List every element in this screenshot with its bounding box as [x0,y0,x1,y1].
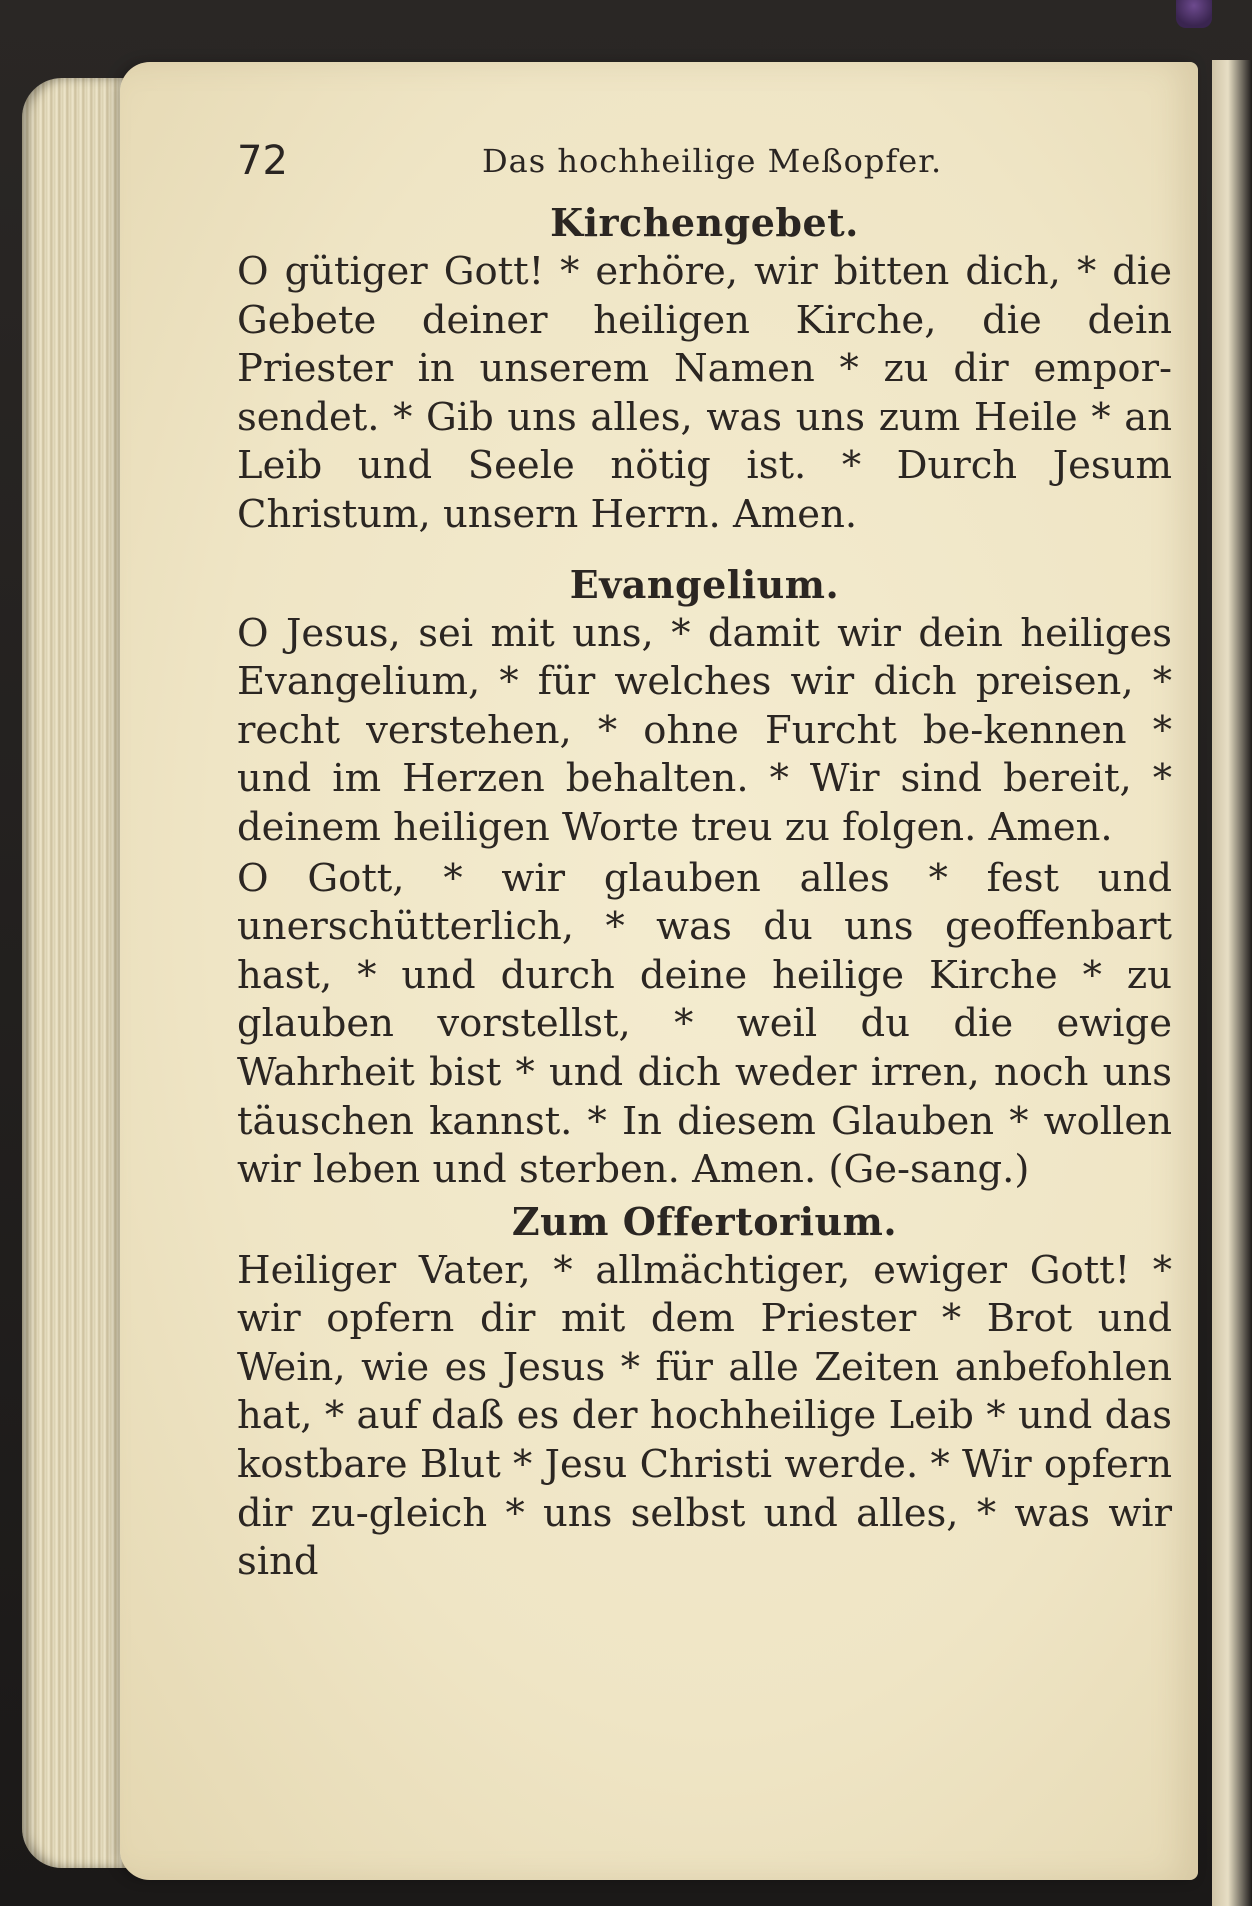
page-number: 72 [237,138,288,184]
page-content [237,138,1172,1589]
prayer-paragraph: O gütiger Gott! * erhöre, wir bitten dich, * die Gebete deiner heiligen Kirche, die dein Priester in unserem Namen * zu dir empor-sendet. * Gib uns alles, was uns zum Heile * an Leib und Seele nötig ist. * Durch Jesum Christum, unsern Herrn. Amen. [237,249,1172,537]
facing-page-edge [1212,60,1252,1906]
section-heading: Kirchengebet. [550,200,859,245]
page-header [237,138,1172,198]
section-offertorium [237,1197,1172,1587]
bookmark-ribbon [1176,0,1212,28]
prayer-paragraph: Heiliger Vater, * allmächtiger, ewiger Gott! * wir opfern dir mit dem Priester * Brot und Wein, wie es Jesus * für alle Zeiten anbefohlen hat, * auf daß es der hochheilige Leib * und das kostbare Blut * Jesu Christi werde. * Wir opfern dir zu-gleich * uns selbst und alles, * was wir sind [237,1247,1172,1585]
section-evangelium [237,560,1172,1195]
section-kirchengebet [237,198,1172,540]
section-heading: Zum Offertorium. [511,1198,898,1244]
prayer-paragraph: O Gott, * wir glauben alles * fest und unerschütterlich, * was du uns geoffenbart hast, * und durch deine heilige Kirche * zu glauben vorstellst, * weil du die ewige Wahrheit bist * und dich weder irren, noch uns täuschen kannst. * In diesem Glauben * wollen wir leben und sterben. Amen. (Ge-sang.) [237,855,1172,1193]
section-heading: Evangelium. [569,561,840,607]
prayer-paragraph: O Jesus, sei mit uns, * damit wir dein heiliges Evangelium, * für welches wir dich preisen, * recht verstehen, * ohne Furcht be-kennen * und im Herzen behalten. * Wir sind bereit, * deinem heiligen Worte treu zu folgen. Amen. [237,610,1172,850]
running-title: Das hochheilige Meßopfer. [482,142,943,180]
